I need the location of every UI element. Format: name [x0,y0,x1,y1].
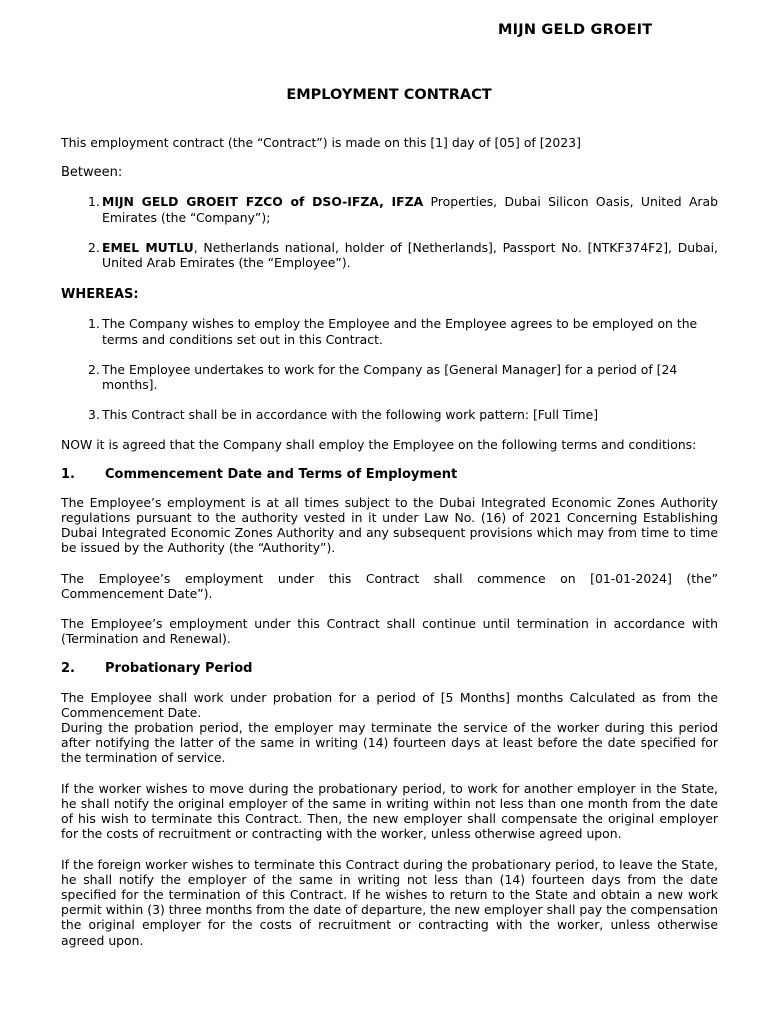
whereas-number: 1. [88,316,100,332]
whereas-label: WHEREAS: [61,287,139,303]
party-name: MIJN GELD GROEIT FZCO of DSO-IFZA, IFZA [102,194,424,210]
party-text [102,240,718,270]
party-name: EMEL MUTLU [102,239,194,255]
section-paragraph: The Employee’s employment under this Contract shall continue until termination in accordance with (Termination and Renewal). [61,616,718,647]
parties-list [61,194,718,270]
section-heading [61,661,718,676]
document-title: EMPLOYMENT CONTRACT [286,87,492,103]
party-number: 2. [88,239,100,255]
party-details: , Netherlands national, holder of [Netherlands], Passport No. [NTKF374F2], Dubai, United Arab Emirates (the “Employee”). [102,239,718,271]
section-title: Commencement Date and Terms of Employment [105,466,458,482]
intro-paragraph: This employment contract (the “Contract”) is made on this [1] day of [05] of [2023] [61,135,581,150]
section-number: 1. [61,466,75,482]
section-paragraph: The Employee’s employment under this Contract shall commence on [01-01-2024] (the” Commencement Date”). [61,570,718,601]
company-header: MIJN GELD GROEIT [498,22,653,38]
whereas-number: 3. [88,407,100,423]
whereas-number: 2. [88,361,100,377]
whereas-list [61,316,718,422]
agreement-paragraph: NOW it is agreed that the Company shall employ the Employee on the following terms and conditions: [61,437,697,453]
whereas-item [61,316,718,346]
section-paragraph: If the foreign worker wishes to terminate this Contract during the probationary period, to leave the State, he shall notify the employer of the same in writing not less than (14) fourteen days from the date specified for the termination of this Contract. If he wishes to return to the State and obtain a new work permit within (3) three months from the date of departure, the new employer shall pay the compensation the original employer for the costs of recruitment or contracting with the worker, unless otherwise agreed upon. [61,856,718,948]
section-heading [61,467,718,482]
whereas-text: The Company wishes to employ the Employee and the Employee agrees to be employed on the terms and conditions set out in this Contract. [102,316,698,347]
party-number: 1. [88,194,100,210]
whereas-item [61,407,718,422]
party-details: Properties, Dubai Silicon Oasis, United Arab Emirates (the “Company”); [102,194,718,225]
whereas-text: The Employee undertakes to work for the Company as [General Manager] for a period of [24 months]. [102,361,678,393]
party-item [61,194,718,224]
whereas-text: This Contract shall be in accordance with the following work pattern: [Full Time] [102,407,599,423]
party-text [102,194,718,224]
section-paragraph: The Employee’s employment is at all times subject to the Dubai Integrated Economic Zones Authority regulations pursuant to the authority vested in it under Law No. (16) of 2021 Concerning Establishing Dubai Integrated Economic Zones Authority and any subsequent provisions which may from time to time be issued by the Authority (the “Authority”). [61,494,718,556]
whereas-item [61,362,718,392]
section-paragraph: The Employee shall work under probation for a period of [5 Months] months Calculated as from the Commencement Date. [61,689,718,720]
section-number: 2. [61,661,75,677]
party-item [61,240,718,270]
document-body [61,135,718,948]
section-title: Probationary Period [105,661,253,677]
section-paragraph: If the worker wishes to move during the probationary period, to work for another employer in the State, he shall notify the original employer of the same in writing within not less than one month from the date of his wish to terminate this Contract. Then, the new employer shall compensate the original employer for the costs of recruitment or contracting with the worker, unless otherwise agreed upon. [61,780,718,842]
section-paragraph: During the probation period, the employer may terminate the service of the worker during this period after notifying the latter of the same in writing (14) fourteen days at least before the date specified for the termination of service. [61,720,718,766]
between-label: Between: [61,165,123,181]
